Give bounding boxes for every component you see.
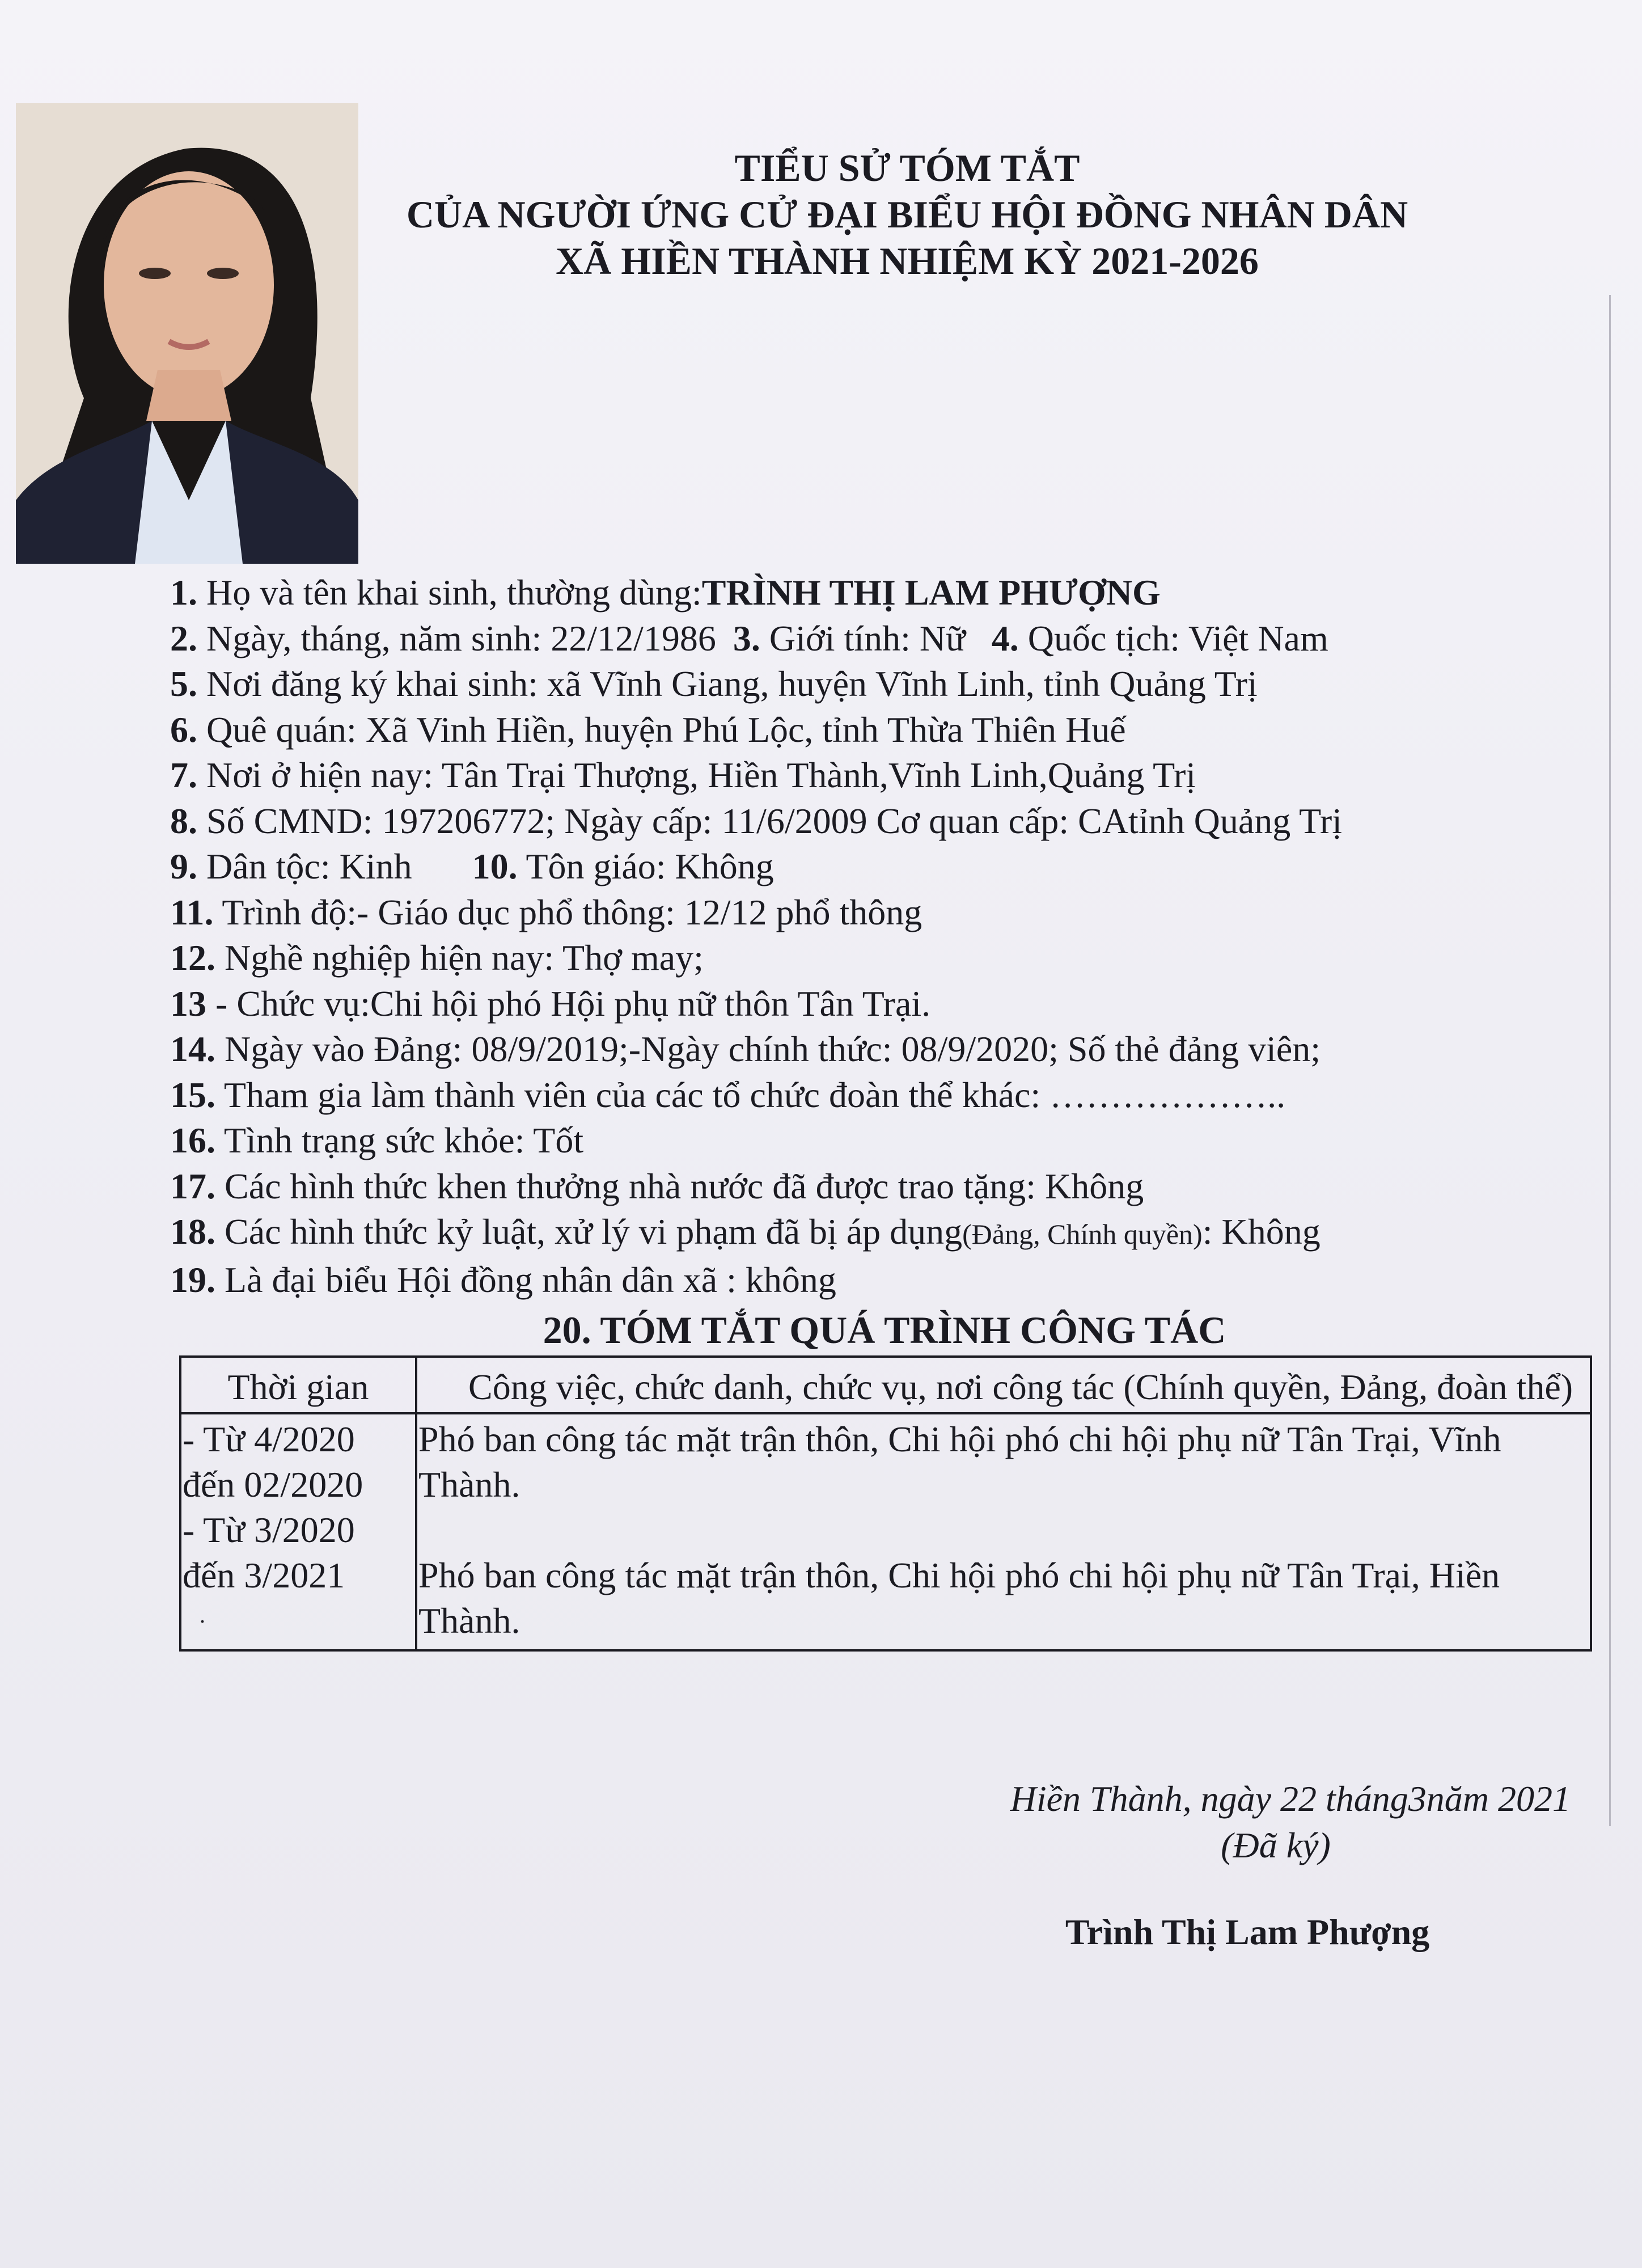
item-number: 16. — [170, 1120, 215, 1160]
period-line: - Từ 4/2020 — [183, 1419, 355, 1459]
item-party — [170, 1027, 1599, 1072]
item-number: 9. — [170, 846, 197, 886]
nationality: Quốc tịch: Việt Nam — [1027, 618, 1328, 658]
item-residence — [170, 753, 1599, 799]
item-label: Họ và tên khai sinh, thường dùng: — [206, 572, 702, 613]
item-number: 10. — [472, 846, 518, 886]
item-hometown — [170, 707, 1599, 753]
portrait-photo — [16, 103, 358, 564]
item-id-card — [170, 799, 1599, 844]
ethnicity: Dân tộc: Kinh — [206, 846, 412, 886]
item-number: 4. — [991, 618, 1019, 658]
item-text-tail: : Không — [1202, 1211, 1321, 1252]
item-text: Ngày vào Đảng: 08/9/2019;-Ngày chính thức: 08/9/2020; Số thẻ đảng viên; — [225, 1029, 1321, 1069]
work-history-table — [179, 1355, 1592, 1652]
period-line: đến 02/2020 — [183, 1464, 363, 1505]
item-position — [170, 981, 1599, 1027]
signature-note: (Đã ký) — [1221, 1825, 1331, 1865]
item-number: 11. — [170, 892, 214, 932]
item-text: Số CMND: 197206772; Ngày cấp: 11/6/2009 Cơ quan cấp: CAtỉnh Quảng Trị — [206, 800, 1342, 841]
biography-items — [170, 570, 1599, 1303]
gender: Giới tính: Nữ — [769, 618, 966, 658]
header-subtitle: CỦA NGƯỜI ỨNG CỬ ĐẠI BIỂU HỘI ĐỒNG NHÂN DÂN — [406, 193, 1408, 236]
item-council-delegate — [170, 1257, 1599, 1303]
item-text: Tình trạng sức khỏe: Tốt — [223, 1120, 584, 1160]
item-birth-registration — [170, 661, 1599, 707]
item-ethnicity-religion — [170, 844, 1599, 890]
item-awards — [170, 1164, 1599, 1210]
page-fold-line — [1609, 295, 1611, 1826]
item-organizations — [170, 1072, 1599, 1118]
item-number: 15. — [170, 1074, 215, 1115]
item-discipline — [170, 1209, 1599, 1257]
item-number: 13 — [170, 983, 206, 1024]
full-name-value: TRÌNH THỊ LAM PHƯỢNG — [701, 572, 1161, 613]
religion: Tôn giáo: Không — [526, 846, 774, 886]
period-cell — [180, 1413, 416, 1650]
item-text: Nơi đăng ký khai sinh: xã Vĩnh Giang, huyện Vĩnh Linh, tỉnh Quảng Trị — [206, 664, 1258, 704]
item-number: 6. — [170, 709, 197, 750]
birth-date: Ngày, tháng, năm sinh: 22/12/1986 — [206, 618, 716, 658]
item-text: Trình độ:- Giáo dục phổ thông: 12/12 phổ thông — [222, 892, 922, 932]
item-education — [170, 890, 1599, 936]
item-number: 14. — [170, 1029, 215, 1069]
role-entry: Phó ban công tác mặt trận thôn, Chi hội phó chi hội phụ nữ Tân Trại, Hiền Thành. — [418, 1555, 1500, 1641]
table-row — [180, 1413, 1591, 1650]
item-number: 12. — [170, 937, 215, 978]
item-text: - Chức vụ:Chi hội phó Hội phụ nữ thôn Tân Trại. — [215, 983, 931, 1024]
role-cell — [416, 1413, 1591, 1650]
table-header-row — [180, 1357, 1591, 1413]
item-text: Nơi ở hiện nay: Tân Trại Thượng, Hiền Thành,Vĩnh Linh,Quảng Trị — [206, 755, 1196, 795]
item-number: 17. — [170, 1165, 215, 1206]
item-small-note: (Đảng, Chính quyền) — [962, 1218, 1203, 1250]
item-number: 7. — [170, 755, 197, 795]
stray-dot: . — [200, 1602, 205, 1628]
work-history-title: 20. TÓM TẮT QUÁ TRÌNH CÔNG TÁC — [543, 1308, 1226, 1351]
item-number: 8. — [170, 800, 197, 841]
item-occupation — [170, 935, 1599, 981]
item-text: Quê quán: Xã Vinh Hiền, huyện Phú Lộc, tỉnh Thừa Thiên Huế — [206, 709, 1126, 750]
signature-place-date: Hiền Thành, ngày 22 tháng3năm 2021 — [1010, 1779, 1571, 1819]
item-birth-gender-nationality — [170, 616, 1599, 662]
item-number: 5. — [170, 664, 197, 704]
header-title: TIỂU SỬ TÓM TẮT — [734, 146, 1080, 189]
item-number: 19. — [170, 1259, 215, 1300]
item-text: Các hình thức kỷ luật, xử lý vi phạm đã bị áp dụng — [225, 1211, 963, 1252]
document-header — [397, 145, 1417, 284]
item-text: Tham gia làm thành viên của các tổ chức đoàn thể khác: ……………….. — [223, 1074, 1286, 1115]
item-number: 2. — [170, 618, 197, 658]
period-line: đến 3/2021 — [183, 1555, 345, 1595]
column-header-time: Thời gian — [180, 1357, 416, 1413]
signer-name: Trình Thị Lam Phượng — [1065, 1912, 1430, 1952]
item-text: Là đại biểu Hội đồng nhân dân xã : không — [225, 1259, 836, 1300]
period-line: - Từ 3/2020 — [183, 1510, 355, 1550]
item-number: 18. — [170, 1211, 215, 1252]
item-text: Nghề nghiệp hiện nay: Thợ may; — [225, 937, 704, 978]
item-full-name — [170, 570, 1599, 616]
item-text: Các hình thức khen thưởng nhà nước đã được trao tặng: Không — [225, 1165, 1144, 1206]
role-entry: Phó ban công tác mặt trận thôn, Chi hội phó chi hội phụ nữ Tân Trại, Vĩnh Thành. — [418, 1419, 1501, 1505]
item-number: 1. — [170, 572, 197, 613]
item-health — [170, 1118, 1599, 1164]
header-term: XÃ HIỀN THÀNH NHIỆM KỲ 2021-2026 — [556, 239, 1259, 282]
column-header-role: Công việc, chức danh, chức vụ, nơi công tác (Chính quyền, Đảng, đoàn thể) — [416, 1357, 1591, 1413]
item-number: 3. — [733, 618, 760, 658]
